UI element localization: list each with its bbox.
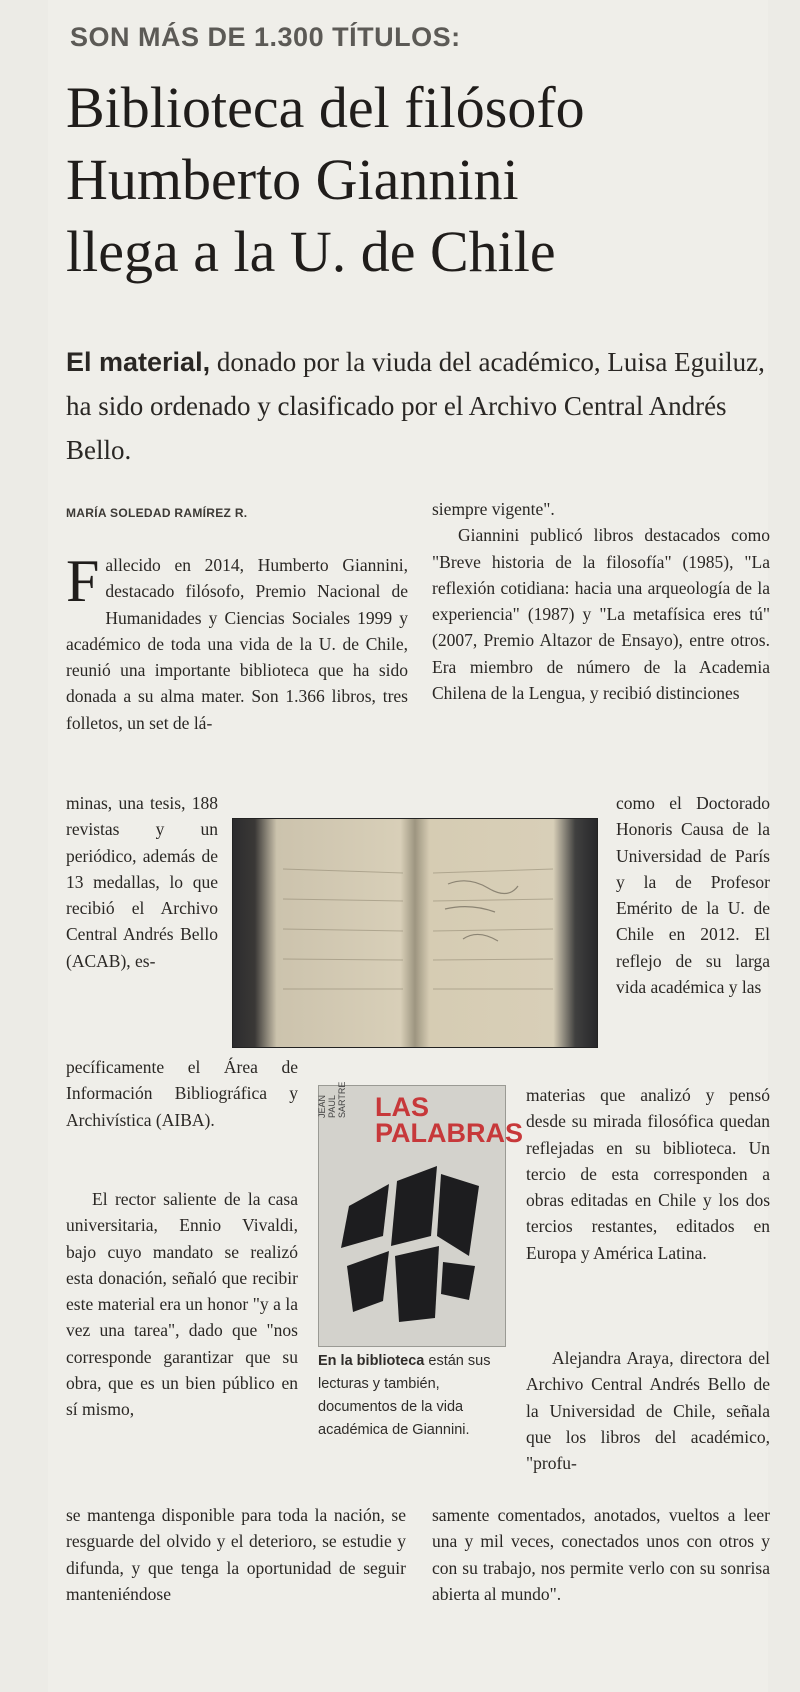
- book-cover-las-palabras: [317, 1081, 523, 1347]
- lede-bold: El material,: [66, 347, 211, 377]
- book-cover-shards-graphic: [319, 1086, 523, 1346]
- body-p1-top-text: allecido en 2014, Humberto Giannini, destacado filósofo, Premio Nacional de Humanidades y Ciencias Sociales 1999 y académico de toda una vida de la U. de Chile, reunió una importante biblioteca que ha sido donada a su alma mater. Son 1.366 libros, tres folletos, un set de lá-: [66, 555, 408, 733]
- body-column-2-top: [432, 496, 770, 706]
- book-pages-illustration: [273, 839, 563, 1029]
- article-headline: [66, 72, 746, 288]
- body-paragraph-2-end: se mantenga disponible para toda la nación, se resguarde del olvido y el deterioro, se estudie y difunda, y que tenga la oportunidad de seguir manteniéndose: [66, 1505, 406, 1604]
- article-kicker: SON MÁS DE 1.300 TÍTULOS:: [70, 22, 461, 52]
- headline-line-1: Biblioteca del filósofo: [66, 75, 585, 140]
- book-cover-author: JEAN PAUL SARTRE: [317, 1081, 347, 1118]
- caption-bold: En la biblioteca: [318, 1353, 425, 1369]
- body-paragraph-3-end: materias que analizó y pensó desde su mirada filosófica quedan reflejadas en su biblioteca. Un tercio de esta corresponden a obras editadas en Chile y los dos tercios restantes, editados en Europa y América Latina.: [526, 1085, 770, 1263]
- lede-text: donado por la viuda del académico, Luisa Eguiluz, ha sido ordenado y clasificado por el Archivo Central Andrés Bello.: [66, 347, 765, 465]
- body-paragraph-4-end: samente comentados, anotados, vueltos a leer una y mil veces, conectados unos con otros y con su trabajo, nos permite verlo con su sonrisa abierta al mundo".: [432, 1505, 770, 1604]
- body-p2-text: El rector saliente de la casa universitaria, Ennio Vivaldi, bajo cuyo mandato se realizó esta donación, señaló que recibir este material era un honor "y a la vez una tarea", dado que "nos corresponde garantizar que su obra, que es un bien público en sí mismo,: [66, 1189, 298, 1420]
- body-p4-text: Alejandra Araya, directora del Archivo Central Andrés Bello de la Universidad de Chile, señala que los libros del académico, "profu-: [526, 1348, 770, 1474]
- drop-cap: F: [66, 548, 100, 614]
- body-paragraph-1-wrap: minas, una tesis, 188 revistas y un periódico, además de 13 medallas, lo que recibió el Archivo Central Andrés Bello (ACAB), es-: [66, 793, 218, 971]
- body-paragraph-2: [66, 1186, 298, 1423]
- body-paragraph-1: [66, 548, 408, 736]
- body-paragraph-3-wrap: como el Doctorado Honoris Causa de la Universidad de París y la de Profesor Emérito de la U. de Chile en 2012. El reflejo de su larga vida académica y las: [616, 793, 770, 998]
- headline-line-2: Humberto Giannini: [66, 147, 519, 212]
- photo-caption: [318, 1350, 508, 1442]
- byline: MARÍA SOLEDAD RAMÍREZ R.: [66, 506, 248, 520]
- article-lede: [66, 340, 766, 472]
- book-cover-title: LAS PALABRAS: [375, 1092, 523, 1148]
- open-book-photo: [232, 818, 598, 1048]
- body-p3-text: Giannini publicó libros destacados como "Breve historia de la filosofía" (1985), "La reflexión cotidiana: hacia una arqueología de la experiencia" (1987) y "La metafísica eres tú" (2007, Premio Altazor de Ensayo), entre otros. Era miembro de número de la Academia Chilena de la Lengua, y recibió distinciones: [432, 525, 770, 704]
- body-paragraph-1-end: pecíficamente el Área de Información Bibliográfica y Archivística (AIBA).: [66, 1057, 298, 1130]
- body-col2-continuation: siempre vigente".: [432, 499, 555, 519]
- caption-text: están sus lecturas y también, documentos de la vida académica de Giannini.: [318, 1353, 491, 1438]
- body-paragraph-4: [526, 1345, 770, 1476]
- headline-line-3: llega a la U. de Chile: [66, 219, 556, 284]
